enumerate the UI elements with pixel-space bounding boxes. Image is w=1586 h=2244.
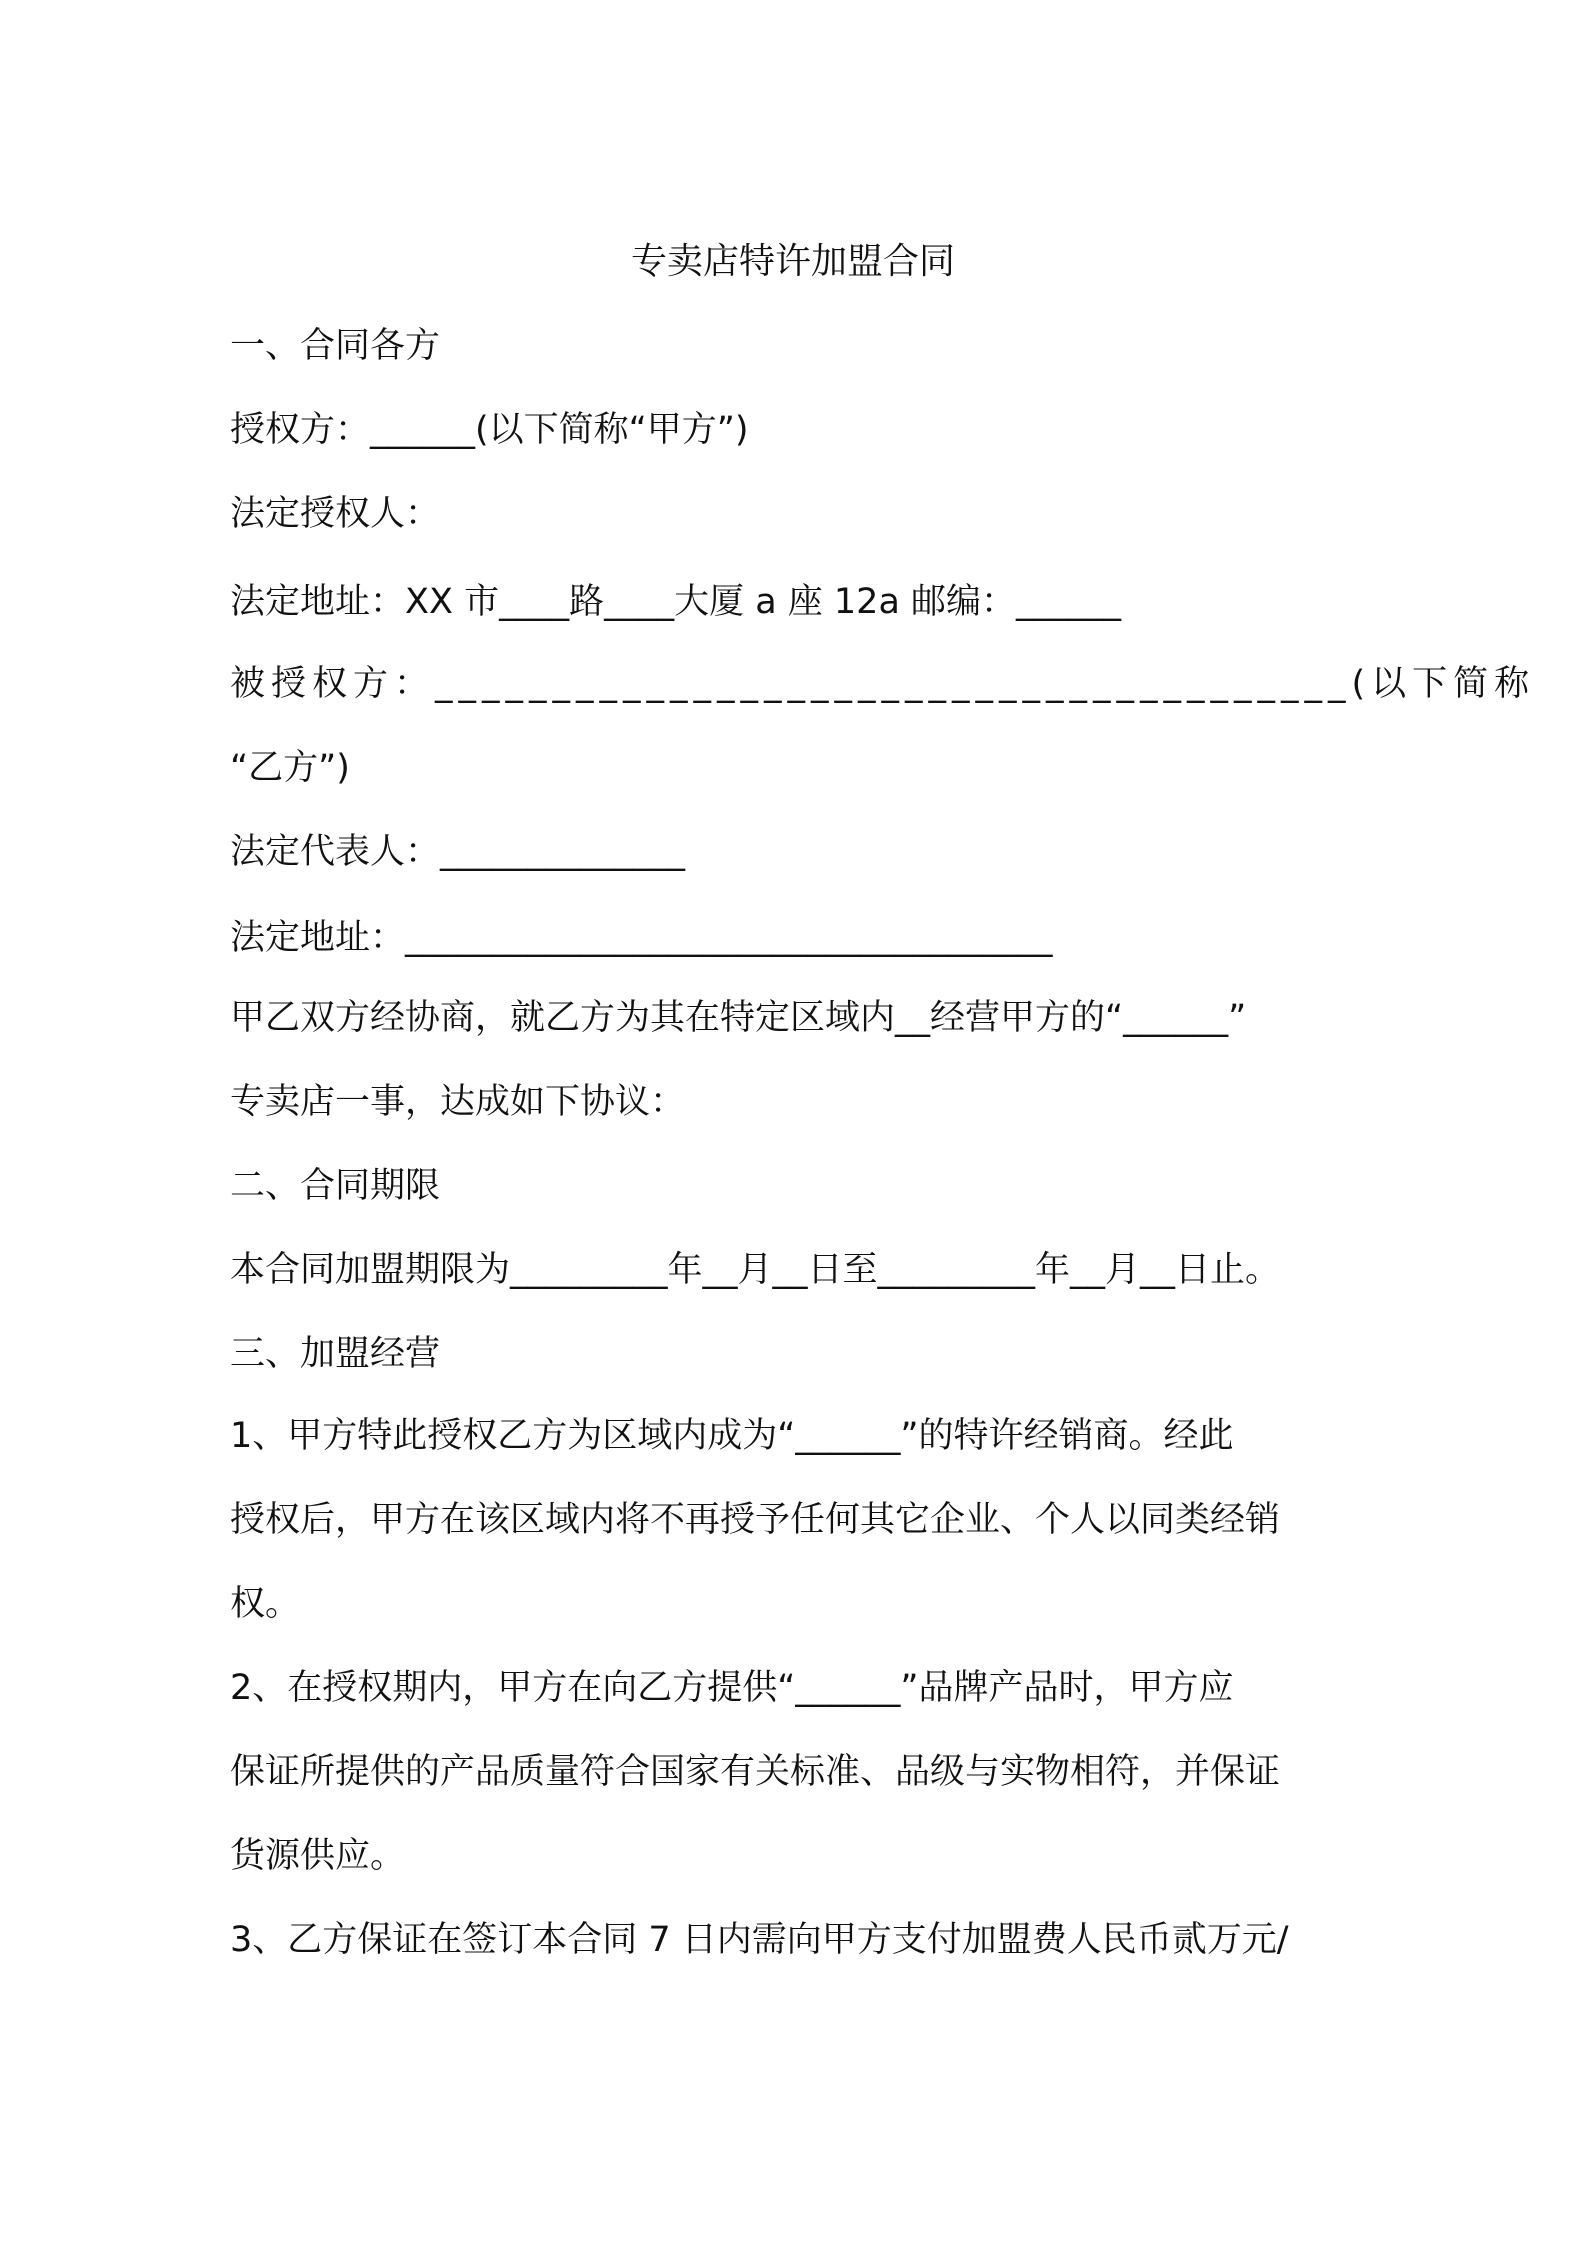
text-line: 货源供应。	[230, 1836, 406, 1876]
text-line: 权。	[230, 1584, 301, 1624]
text-line: 2、在授权期内，甲方在向乙方提供“______”品牌产品时，甲方应	[230, 1668, 1234, 1708]
text-line: 1、甲方特此授权乙方为区域内成为“______”的特许经销商。经此	[230, 1416, 1234, 1456]
document-title: 专卖店特许加盟合同	[630, 241, 955, 282]
text-line: 专卖店一事，达成如下协议：	[230, 1082, 686, 1122]
text-line: “乙方”)	[230, 748, 350, 788]
text-line: 法定地址：XX 市____路____大厦 a 座 12a 邮编：______	[230, 582, 1122, 622]
section-heading-parties: 一、合同各方	[230, 326, 441, 366]
text-line: 保证所提供的产品质量符合国家有关标准、品级与实物相符，并保证	[230, 1752, 1281, 1792]
text-line: 法定地址：_____________________________________	[230, 918, 1053, 958]
text-line: 法定代表人：______________	[230, 832, 686, 872]
section-heading-franchise: 三、加盟经营	[230, 1334, 441, 1374]
text-line: 本合同加盟期限为_________年__月__日至_________年__月__日止。	[230, 1250, 1281, 1290]
text-line: 法定授权人：	[230, 494, 441, 534]
section-heading-term: 二、合同期限	[230, 1166, 441, 1206]
text-line: 被授权方：_______________________________________(以下简称	[230, 664, 1536, 704]
text-line: 授权后，甲方在该区域内将不再授予任何其它企业、个人以同类经销	[230, 1500, 1281, 1540]
text-line: 甲乙双方经协商，就乙方为其在特定区域内__经营甲方的“______”	[230, 998, 1247, 1038]
text-line: 授权方：______(以下简称“甲方”)	[230, 410, 749, 450]
text-line: 3、乙方保证在签订本合同 7 日内需向甲方支付加盟费人民币贰万元/	[230, 1920, 1289, 1960]
